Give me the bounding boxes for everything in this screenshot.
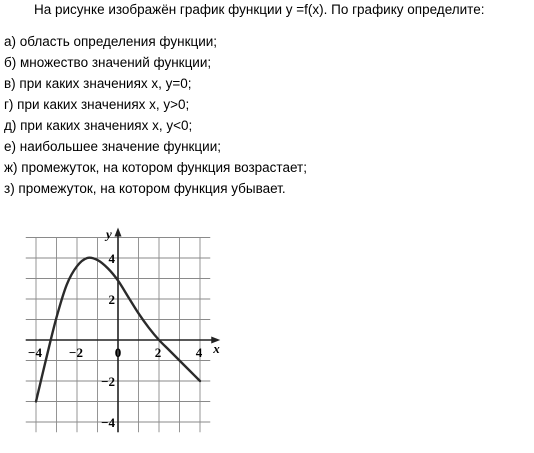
graph-canvas bbox=[20, 226, 230, 450]
question-item: а) область определения функции; bbox=[4, 34, 218, 49]
y-tick-label: 2 bbox=[108, 292, 115, 307]
y-tick-label: 4 bbox=[108, 251, 115, 266]
x-axis-label: x bbox=[213, 341, 220, 356]
x-tick-label: 2 bbox=[154, 345, 162, 360]
question-item: з) промежуток, на котором функция убывает. bbox=[4, 181, 286, 196]
question-item: ж) промежуток, на котором функция возрастает; bbox=[4, 160, 307, 175]
function-graph bbox=[20, 226, 230, 450]
question-item: е) наибольшее значение функции; bbox=[4, 139, 221, 154]
x-tick-label: 4 bbox=[195, 345, 203, 360]
question-item: в) при каких значениях x, y=0; bbox=[4, 76, 192, 91]
x-tick-label: −4 bbox=[28, 345, 42, 360]
question-item: г) при каких значениях x, y>0; bbox=[4, 97, 190, 112]
x-tick-label: −2 bbox=[69, 345, 83, 360]
y-axis-arrow bbox=[115, 228, 122, 237]
question-item: б) множество значений функции; bbox=[4, 55, 212, 70]
question-item: д) при каких значениях x, y<0; bbox=[4, 118, 193, 133]
y-tick-label: −2 bbox=[101, 374, 115, 389]
task-intro: На рисунке изображён график функции y =f(x). По графику определите: bbox=[34, 2, 485, 17]
question-list bbox=[4, 34, 307, 202]
x-tick-label: 0 bbox=[114, 345, 122, 360]
y-tick-label: −4 bbox=[101, 415, 115, 430]
y-axis-label: y bbox=[106, 226, 112, 242]
